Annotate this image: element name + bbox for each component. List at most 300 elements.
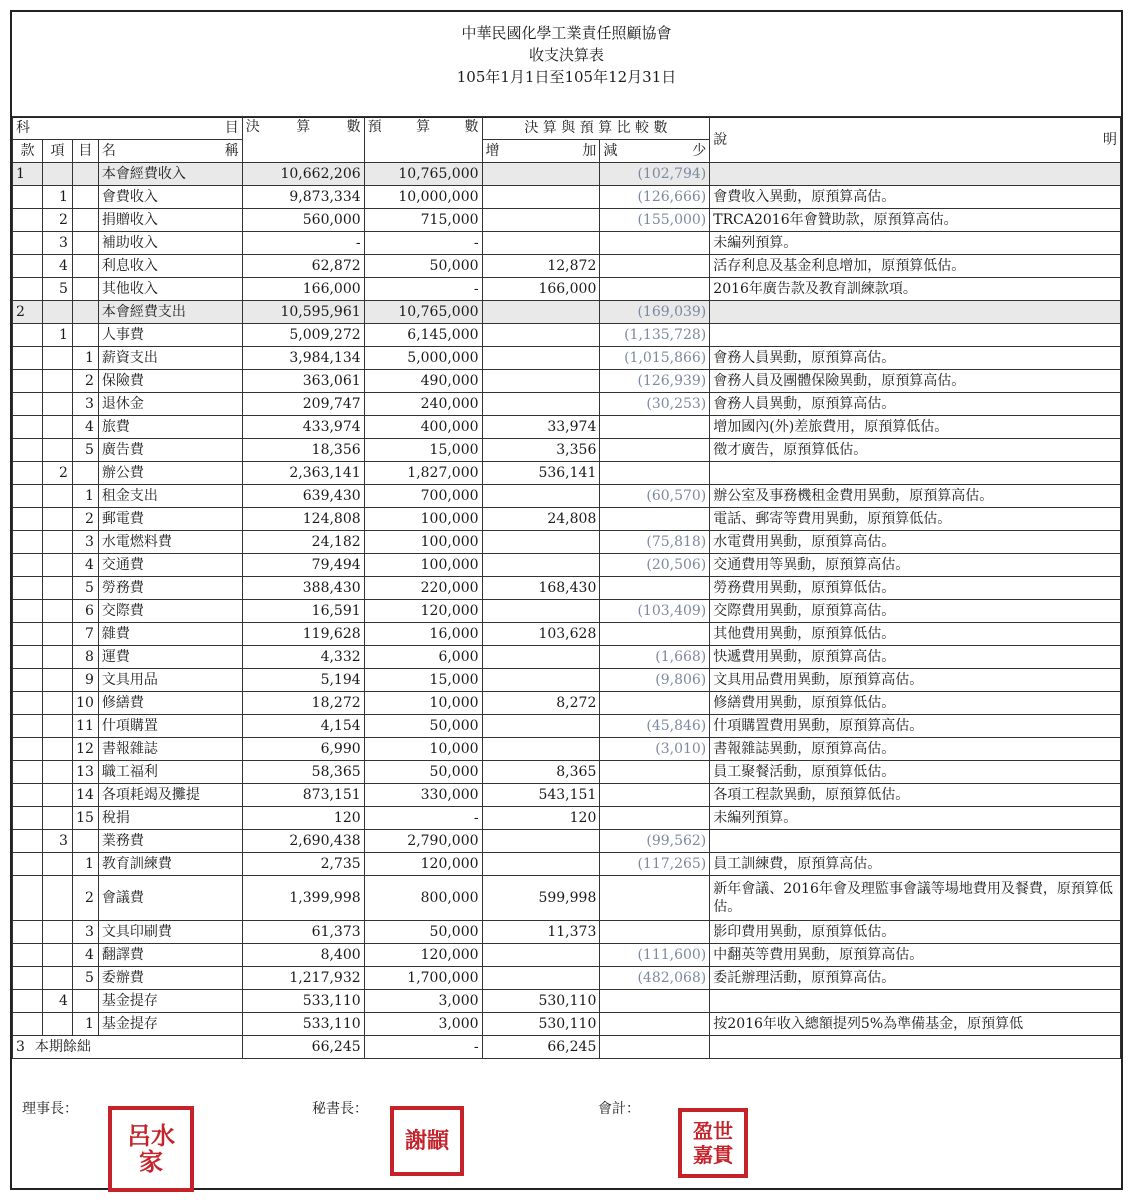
row-increase [482,393,600,416]
row-kuan [13,784,43,807]
row-name: 保險費 [98,370,242,393]
row-name: 文具用品 [98,669,242,692]
row-name: 運費 [98,646,242,669]
table-row [13,1013,1121,1036]
row-budget: 50,000 [364,921,482,944]
header-kuan: 款 [13,140,43,163]
row-note [710,324,1121,347]
row-xiang [42,669,72,692]
row-budget: 120,000 [364,944,482,967]
row-xiang: 3 [42,232,72,255]
row-note: 其他費用異動，原預算低估。 [710,623,1121,646]
row-increase [482,646,600,669]
row-name: 職工福利 [98,761,242,784]
row-name: 稅捐 [98,807,242,830]
row-budget: 220,000 [364,577,482,600]
row-kuan [13,623,43,646]
row-note: 水電費用異動，原預算高估。 [710,531,1121,554]
row-kuan: 1 [13,163,43,186]
table-row [13,761,1121,784]
row-increase [482,301,600,324]
row-note: 新年會議、2016年會及理監事會議等場地費用及餐費，原預算低估。 [710,876,1121,921]
row-increase [482,324,600,347]
row-note: 修繕費用異動，原預算低估。 [710,692,1121,715]
table-row [13,370,1121,393]
ledger-table [12,116,1121,1059]
table-row [13,1036,1121,1059]
row-name: 委辦費 [98,967,242,990]
row-name: 勞務費 [98,577,242,600]
row-decrease: (3,010) [600,738,710,761]
header-mu: 目 [72,140,98,163]
accountant-seal: 盈世嘉貫 [678,1108,748,1178]
row-mu: 1 [72,485,98,508]
row-actual: 9,873,334 [242,186,364,209]
row-xiang: 2 [42,209,72,232]
row-budget: - [364,232,482,255]
row-budget: 3,000 [364,1013,482,1036]
row-xiang [42,761,72,784]
row-xiang [42,807,72,830]
row-decrease [600,232,710,255]
row-note: 會費收入異動，原預算高估。 [710,186,1121,209]
row-decrease [600,876,710,921]
row-note: 活存利息及基金利息增加，原預算低估。 [710,255,1121,278]
statement-period: 105年1月1日至105年12月31日 [456,68,677,86]
row-note: 影印費用異動，原預算低估。 [710,921,1121,944]
row-budget: 10,000,000 [364,186,482,209]
row-budget: 800,000 [364,876,482,921]
row-decrease: (103,409) [600,600,710,623]
row-budget: - [364,1036,482,1059]
row-actual: 62,872 [242,255,364,278]
row-actual: - [242,232,364,255]
row-mu: 1 [72,1013,98,1036]
row-xiang [42,944,72,967]
row-decrease [600,577,710,600]
row-increase [482,830,600,853]
row-decrease [600,921,710,944]
row-kuan [13,646,43,669]
row-actual: 5,009,272 [242,324,364,347]
row-name: 薪資支出 [98,347,242,370]
row-note: 會務人員異動，原預算高估。 [710,393,1121,416]
signature-row [12,1096,1121,1188]
row-kuan: 3 [16,1039,25,1055]
row-note: 中翻英等費用異動，原預算高估。 [710,944,1121,967]
table-row [13,554,1121,577]
row-name: 廣告費 [98,439,242,462]
header-xiang: 項 [42,140,72,163]
row-decrease [600,462,710,485]
row-mu: 7 [72,623,98,646]
row-increase: 66,245 [482,1036,600,1059]
statement-title: 收支決算表 [528,46,604,64]
table-row [13,600,1121,623]
row-mu: 2 [72,370,98,393]
row-budget: 6,145,000 [364,324,482,347]
row-name: 退休金 [98,393,242,416]
row-note: TRCA2016年會贊助款，原預算高估。 [710,209,1121,232]
row-mu: 1 [72,347,98,370]
row-decrease: (99,562) [600,830,710,853]
row-note: 快遞費用異動，原預算高估。 [710,646,1121,669]
row-decrease: (155,000) [600,209,710,232]
header-budget: 預 算 數 [364,117,482,163]
row-decrease: (1,668) [600,646,710,669]
row-name: 郵電費 [98,508,242,531]
row-increase: 103,628 [482,623,600,646]
accountant-label: 會計： [598,1101,640,1117]
row-xiang [42,485,72,508]
row-xiang [42,531,72,554]
row-name: 各項耗竭及攤提 [98,784,242,807]
row-budget: 50,000 [364,715,482,738]
table-row [13,324,1121,347]
row-xiang: 3 [42,830,72,853]
row-increase: 599,998 [482,876,600,921]
row-increase: 168,430 [482,577,600,600]
row-mu [72,462,98,485]
row-xiang [42,577,72,600]
row-actual: 388,430 [242,577,364,600]
row-budget: 50,000 [364,761,482,784]
row-xiang: 1 [42,324,72,347]
ledger-body [13,163,1121,1059]
row-xiang [42,439,72,462]
row-mu: 4 [72,554,98,577]
row-actual: 3,984,134 [242,347,364,370]
table-row [13,830,1121,853]
row-decrease [600,416,710,439]
row-increase: 166,000 [482,278,600,301]
row-decrease: (20,506) [600,554,710,577]
row-name: 文具印刷費 [98,921,242,944]
row-increase: 11,373 [482,921,600,944]
row-name: 什項購置 [98,715,242,738]
row-xiang [42,301,72,324]
row-note: 辦公室及事務機租金費用異動，原預算高估。 [710,485,1121,508]
row-increase: 530,110 [482,1013,600,1036]
row-budget: - [364,807,482,830]
row-decrease [600,784,710,807]
header-increase: 增 加 [482,140,600,163]
row-kuan [13,944,43,967]
row-actual: 533,110 [242,1013,364,1036]
row-actual: 533,110 [242,990,364,1013]
table-row [13,715,1121,738]
row-budget: 1,700,000 [364,967,482,990]
row-actual: 4,154 [242,715,364,738]
row-decrease: (126,666) [600,186,710,209]
row-mu: 4 [72,416,98,439]
row-actual: 4,332 [242,646,364,669]
row-mu: 13 [72,761,98,784]
row-actual: 18,356 [242,439,364,462]
row-name: 交際費 [98,600,242,623]
row-note: 按2016年收入總額提列5%為準備基金，原預算低 [710,1013,1121,1036]
row-decrease [600,990,710,1013]
secretary-seal: 謝顓 [390,1106,464,1176]
row-xiang [42,347,72,370]
row-increase: 536,141 [482,462,600,485]
row-budget: 120,000 [364,853,482,876]
row-kuan [13,967,43,990]
row-actual: 8,400 [242,944,364,967]
row-budget: 50,000 [364,255,482,278]
row-xiang [42,600,72,623]
row-kuan: 2 [13,301,43,324]
table-row [13,669,1121,692]
row-name: 旅費 [98,416,242,439]
table-row [13,531,1121,554]
row-budget: 330,000 [364,784,482,807]
row-kuan [13,692,43,715]
header-decrease: 減 少 [600,140,710,163]
row-xiang [42,1013,72,1036]
row-kuan [13,554,43,577]
row-decrease: (117,265) [600,853,710,876]
row-mu: 3 [72,531,98,554]
row-kuan [13,715,43,738]
row-name: 水電燃料費 [98,531,242,554]
row-actual: 6,990 [242,738,364,761]
row-increase [482,853,600,876]
row-decrease [600,439,710,462]
table-row [13,232,1121,255]
header-compare: 決 算 與 預 算 比 較 數 [482,117,710,140]
row-mu: 5 [72,577,98,600]
row-increase [482,738,600,761]
row-actual: 5,194 [242,669,364,692]
row-budget: 700,000 [364,485,482,508]
row-increase [482,967,600,990]
row-xiang [42,623,72,646]
row-actual: 66,245 [242,1036,364,1059]
row-actual: 639,430 [242,485,364,508]
row-kuan [13,462,43,485]
row-name: 會議費 [98,876,242,921]
row-actual: 873,151 [242,784,364,807]
row-note: 徵才廣告，原預算低估。 [710,439,1121,462]
row-actual: 2,363,141 [242,462,364,485]
row-decrease [600,255,710,278]
organization-name: 中華民國化學工業責任照顧協會 [461,24,672,42]
row-actual: 61,373 [242,921,364,944]
row-budget: 715,000 [364,209,482,232]
row-kuan [13,531,43,554]
row-note [710,163,1121,186]
table-row [13,347,1121,370]
table-row [13,990,1121,1013]
row-kuan [13,393,43,416]
row-mu: 5 [72,439,98,462]
row-increase [482,209,600,232]
row-budget: 10,765,000 [364,301,482,324]
row-mu: 8 [72,646,98,669]
row-decrease [600,761,710,784]
table-row [13,623,1121,646]
row-actual: 209,747 [242,393,364,416]
table-row [13,163,1121,186]
row-note: 勞務費用異動，原預算低估。 [710,577,1121,600]
row-decrease: (482,068) [600,967,710,990]
row-kuan [13,439,43,462]
row-kuan [13,508,43,531]
chairman-label: 理事長： [22,1101,78,1117]
row-note: 文具用品費用異動，原預算高估。 [710,669,1121,692]
row-increase [482,669,600,692]
row-mu [72,990,98,1013]
table-row [13,301,1121,324]
table-row [13,646,1121,669]
row-kuan [13,990,43,1013]
row-mu: 2 [72,508,98,531]
row-increase: 8,365 [482,761,600,784]
row-decrease [600,623,710,646]
row-actual: 1,399,998 [242,876,364,921]
row-increase [482,600,600,623]
row-budget: 100,000 [364,508,482,531]
row-name: 交通費 [98,554,242,577]
row-decrease: (126,939) [600,370,710,393]
row-note: 交際費用異動，原預算高估。 [710,600,1121,623]
table-row [13,967,1121,990]
row-budget: 120,000 [364,600,482,623]
row-increase: 24,808 [482,508,600,531]
row-name: 基金提存 [98,1013,242,1036]
row-mu: 3 [72,393,98,416]
row-note [710,1036,1121,1059]
row-subject [13,1036,243,1059]
row-xiang: 1 [42,186,72,209]
row-budget: 240,000 [364,393,482,416]
row-name: 基金提存 [98,990,242,1013]
row-xiang [42,715,72,738]
row-increase: 8,272 [482,692,600,715]
row-mu [72,255,98,278]
table-row [13,876,1121,921]
row-name: 修繕費 [98,692,242,715]
row-increase: 120 [482,807,600,830]
row-decrease: (1,015,866) [600,347,710,370]
row-actual: 10,662,206 [242,163,364,186]
row-mu [72,163,98,186]
row-budget: 2,790,000 [364,830,482,853]
table-row [13,416,1121,439]
row-mu: 15 [72,807,98,830]
header-row-top [13,117,1121,140]
row-decrease: (45,846) [600,715,710,738]
row-budget: 15,000 [364,669,482,692]
row-note: 各項工程款異動，原預算低估。 [710,784,1121,807]
row-actual: 79,494 [242,554,364,577]
row-xiang [42,416,72,439]
row-xiang [42,508,72,531]
financial-statement-sheet [10,10,1123,1190]
row-name: 辦公費 [98,462,242,485]
row-actual: 433,974 [242,416,364,439]
row-increase [482,347,600,370]
row-kuan [13,255,43,278]
row-note: 會務人員及團體保險異動，原預算高估。 [710,370,1121,393]
row-decrease: (75,818) [600,531,710,554]
row-name: 人事費 [98,324,242,347]
row-increase: 33,974 [482,416,600,439]
row-actual: 24,182 [242,531,364,554]
row-decrease: (30,253) [600,393,710,416]
row-xiang: 4 [42,255,72,278]
table-row [13,278,1121,301]
table-row [13,853,1121,876]
row-kuan [13,324,43,347]
row-xiang [42,784,72,807]
row-note: 會務人員異動，原預算高估。 [710,347,1121,370]
row-note: 交通費用等異動，原預算高估。 [710,554,1121,577]
row-actual: 10,595,961 [242,301,364,324]
row-kuan [13,209,43,232]
table-row [13,921,1121,944]
row-name: 教育訓練費 [98,853,242,876]
row-kuan [13,600,43,623]
row-actual: 363,061 [242,370,364,393]
row-name: 其他收入 [98,278,242,301]
row-mu: 6 [72,600,98,623]
row-note: 未編列預算。 [710,807,1121,830]
row-xiang [42,967,72,990]
row-budget: 10,765,000 [364,163,482,186]
chairman-seal: 呂水家 [108,1106,194,1192]
row-mu: 14 [72,784,98,807]
row-name: 業務費 [98,830,242,853]
table-row [13,255,1121,278]
row-mu: 2 [72,876,98,921]
row-actual: 120 [242,807,364,830]
row-kuan [13,669,43,692]
row-increase [482,715,600,738]
row-budget: 490,000 [364,370,482,393]
row-note [710,830,1121,853]
row-decrease: (102,794) [600,163,710,186]
row-mu: 4 [72,944,98,967]
row-xiang [42,554,72,577]
row-mu: 3 [72,921,98,944]
table-row [13,738,1121,761]
row-note: 2016年廣告款及教育訓練款項。 [710,278,1121,301]
row-name: 補助收入 [98,232,242,255]
row-decrease [600,1013,710,1036]
row-increase [482,554,600,577]
row-decrease: (60,570) [600,485,710,508]
row-kuan [13,416,43,439]
row-xiang [42,393,72,416]
row-actual: 1,217,932 [242,967,364,990]
secretary-label: 秘書長： [312,1101,368,1117]
row-name: 利息收入 [98,255,242,278]
row-increase: 3,356 [482,439,600,462]
row-note: 員工聚餐活動，原預算低估。 [710,761,1121,784]
row-actual: 2,735 [242,853,364,876]
row-kuan [13,347,43,370]
row-xiang [42,646,72,669]
row-increase [482,163,600,186]
row-actual: 2,690,438 [242,830,364,853]
row-mu: 1 [72,853,98,876]
row-kuan [13,186,43,209]
row-budget: 16,000 [364,623,482,646]
row-kuan [13,853,43,876]
row-budget: 6,000 [364,646,482,669]
